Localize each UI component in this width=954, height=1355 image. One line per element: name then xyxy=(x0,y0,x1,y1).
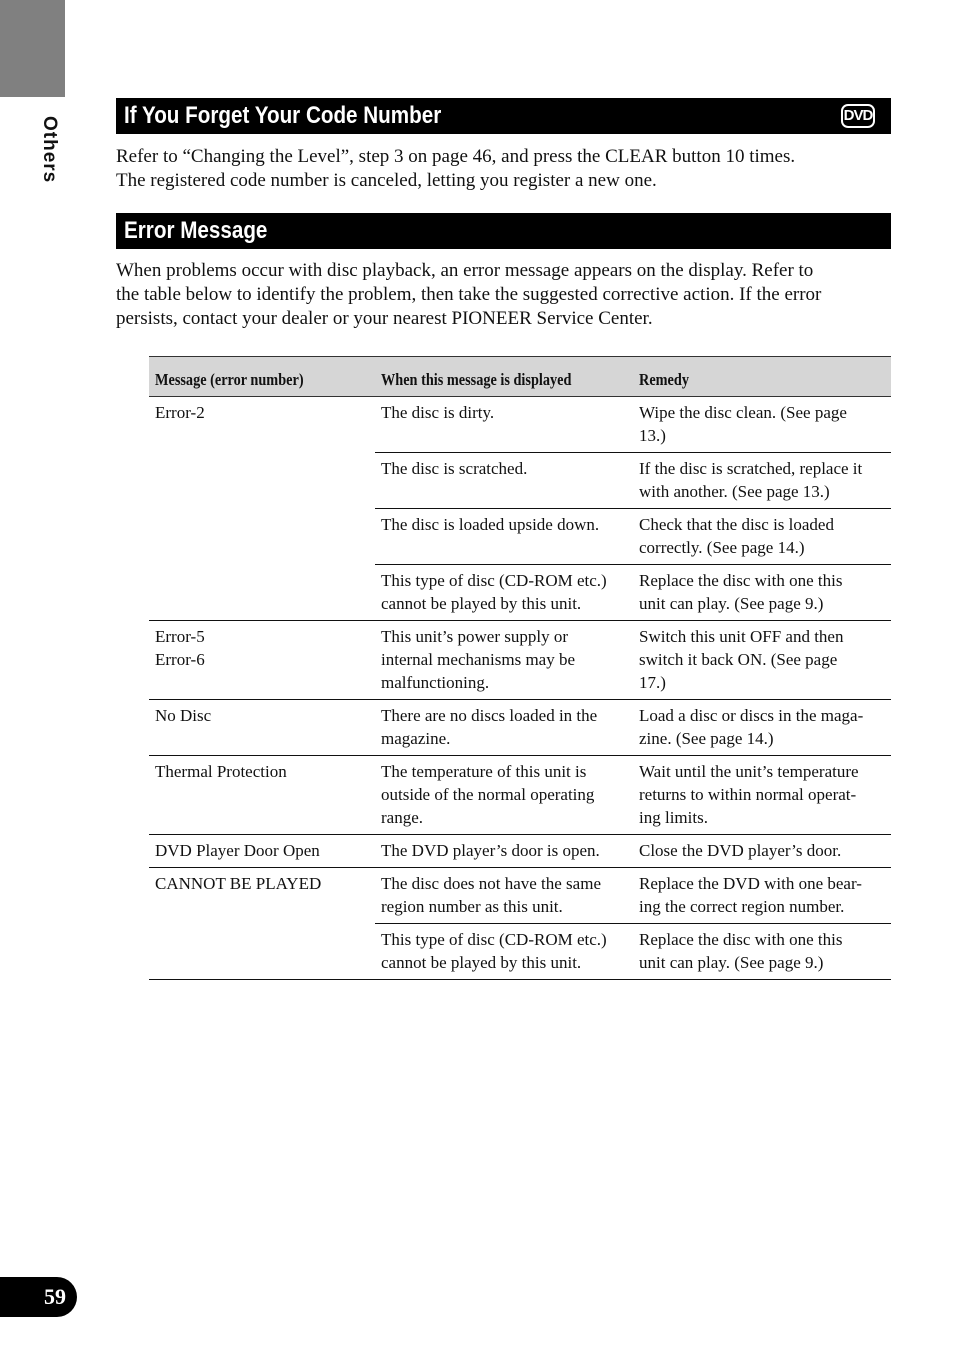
condition-cell xyxy=(375,509,633,565)
remedy-text: returns to within normal operat- xyxy=(639,785,857,804)
condition-cell xyxy=(375,756,633,835)
remedy-cell xyxy=(633,756,891,835)
table-header-row xyxy=(149,357,891,397)
remedy-text: Wipe the disc clean. (See page xyxy=(639,403,847,422)
remedy-text: 17.) xyxy=(639,673,666,692)
heading-forget-code xyxy=(116,98,891,134)
remedy-cell xyxy=(633,397,891,453)
condition-text: outside of the normal operating xyxy=(381,785,595,804)
remedy-cell xyxy=(633,565,891,621)
paragraph-line: Refer to “Changing the Level”, step 3 on page 46, and press the CLEAR button 10 times. xyxy=(116,146,796,167)
remedy-text: Check that the disc is loaded xyxy=(639,515,834,534)
remedy-text: Close the DVD player’s door. xyxy=(639,841,842,860)
condition-cell xyxy=(375,565,633,621)
remedy-text: 13.) xyxy=(639,426,666,445)
condition-text: This unit’s power supply or xyxy=(381,627,568,646)
heading-error-message xyxy=(116,213,891,249)
remedy-text: Replace the DVD with one bear- xyxy=(639,874,862,893)
condition-cell xyxy=(375,868,633,924)
heading-forget-code-title: If You Forget Your Code Number xyxy=(124,102,442,129)
table-row xyxy=(149,835,891,868)
side-tab xyxy=(0,0,65,97)
condition-text: This type of disc (CD-ROM etc.) xyxy=(381,930,607,949)
paragraph-line: the table below to identify the problem, then take the suggested corrective action. If the error xyxy=(116,284,822,305)
condition-text: The disc is scratched. xyxy=(381,459,528,478)
remedy-cell xyxy=(633,924,891,980)
error-table xyxy=(149,356,891,980)
table-row xyxy=(149,756,891,835)
table-row xyxy=(149,397,891,453)
paragraph-line: When problems occur with disc playback, an error message appears on the display. Refer to xyxy=(116,260,814,281)
paragraph-line: The registered code number is canceled, letting you register a new one. xyxy=(116,170,657,191)
remedy-cell xyxy=(633,868,891,924)
column-header-when: When this message is displayed xyxy=(375,357,633,397)
condition-text: cannot be played by this unit. xyxy=(381,594,582,613)
error-message-text: Error-5 xyxy=(155,627,205,646)
error-message-text: DVD Player Door Open xyxy=(155,841,320,860)
condition-text: cannot be played by this unit. xyxy=(381,953,582,972)
condition-text: internal mechanisms may be xyxy=(381,650,576,669)
remedy-text: ing limits. xyxy=(639,808,708,827)
heading-error-message-title: Error Message xyxy=(124,217,268,244)
page-number: 59 xyxy=(0,1277,77,1317)
condition-cell xyxy=(375,453,633,509)
remedy-text: zine. (See page 14.) xyxy=(639,729,774,748)
remedy-cell xyxy=(633,700,891,756)
remedy-cell xyxy=(633,621,891,700)
condition-cell xyxy=(375,924,633,980)
condition-text: The DVD player’s door is open. xyxy=(381,841,600,860)
table-row xyxy=(149,700,891,756)
remedy-text: Replace the disc with one this xyxy=(639,571,843,590)
error-message-text: Thermal Protection xyxy=(155,762,287,781)
condition-cell xyxy=(375,700,633,756)
condition-text: The disc is dirty. xyxy=(381,403,495,422)
condition-cell xyxy=(375,621,633,700)
error-message-text: No Disc xyxy=(155,706,212,725)
remedy-text: unit can play. (See page 9.) xyxy=(639,953,824,972)
remedy-text: Replace the disc with one this xyxy=(639,930,843,949)
error-message-cell xyxy=(149,868,375,980)
remedy-text: unit can play. (See page 9.) xyxy=(639,594,824,613)
remedy-text: If the disc is scratched, replace it xyxy=(639,459,863,478)
condition-text: magazine. xyxy=(381,729,451,748)
error-message-cell xyxy=(149,621,375,700)
remedy-text: ing the correct region number. xyxy=(639,897,845,916)
remedy-text: Wait until the unit’s temperature xyxy=(639,762,859,781)
remedy-text: Switch this unit OFF and then xyxy=(639,627,844,646)
side-section-label: Others xyxy=(39,116,60,184)
condition-text: There are no discs loaded in the xyxy=(381,706,598,725)
error-message-cell xyxy=(149,835,375,868)
condition-text: The temperature of this unit is xyxy=(381,762,587,781)
condition-cell xyxy=(375,835,633,868)
condition-cell xyxy=(375,397,633,453)
remedy-cell xyxy=(633,453,891,509)
condition-text: The disc does not have the same xyxy=(381,874,601,893)
condition-text: malfunctioning. xyxy=(381,673,490,692)
table-row xyxy=(149,868,891,924)
column-header-message: Message (error number) xyxy=(149,357,375,397)
error-message-text: Error-2 xyxy=(155,403,205,422)
error-message-cell xyxy=(149,700,375,756)
dvd-badge: DVD xyxy=(841,104,875,128)
table-row xyxy=(149,621,891,700)
remedy-cell xyxy=(633,835,891,868)
remedy-text: switch it back ON. (See page xyxy=(639,650,838,669)
remedy-text: with another. (See page 13.) xyxy=(639,482,830,501)
error-message-cell xyxy=(149,397,375,621)
condition-text: range. xyxy=(381,808,424,827)
remedy-text: Load a disc or discs in the maga- xyxy=(639,706,864,725)
forget-code-paragraph xyxy=(116,145,891,193)
condition-text: The disc is loaded upside down. xyxy=(381,515,600,534)
column-header-remedy: Remedy xyxy=(633,357,891,397)
error-message-text: CANNOT BE PLAYED xyxy=(155,874,322,893)
error-message-paragraph xyxy=(116,259,891,331)
error-message-cell xyxy=(149,756,375,835)
condition-text: region number as this unit. xyxy=(381,897,563,916)
error-message-text: Error-6 xyxy=(155,650,205,669)
condition-text: This type of disc (CD-ROM etc.) xyxy=(381,571,607,590)
remedy-text: correctly. (See page 14.) xyxy=(639,538,805,557)
remedy-cell xyxy=(633,509,891,565)
table-body xyxy=(149,397,891,980)
paragraph-line: persists, contact your dealer or your nearest PIONEER Service Center. xyxy=(116,308,653,329)
